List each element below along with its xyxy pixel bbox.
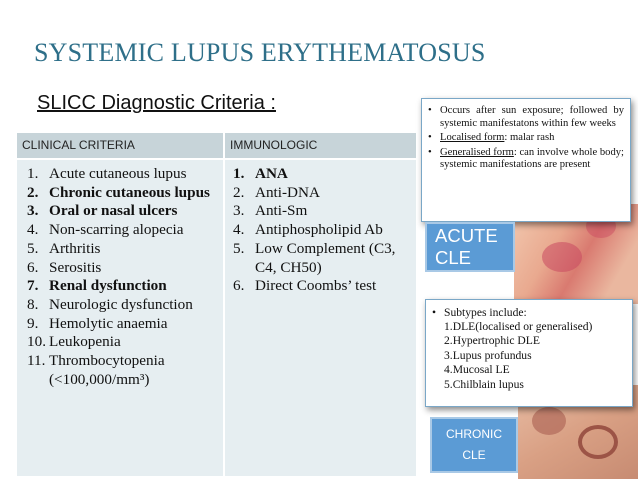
list-item: 4. Non-scarring alopecia xyxy=(27,221,184,239)
acute-cle-callout xyxy=(421,98,631,222)
list-item: 1.DLE(localised or generalised) xyxy=(444,320,593,333)
list-item: 4.Mucosal LE xyxy=(444,363,510,377)
bullet-icon: • xyxy=(428,105,432,116)
list-item: 2.Hypertrophic DLE xyxy=(444,334,540,348)
clinical-list xyxy=(27,165,217,389)
chronic-cle-callout: • Subtypes include: 1.DLE(localised or generalised) 2.Hypertrophic DLE 3.Lupus profundus 4.Mucosal LE 5.Chilblain lupus xyxy=(425,299,633,407)
list-item: 11. Thrombocytopenia (<100,000/mm³) xyxy=(27,352,165,388)
rash-patch xyxy=(542,242,582,272)
clinical-header: CLINICAL CRITERIA xyxy=(17,133,225,158)
lesion-ring xyxy=(578,425,618,459)
bullet-icon: • xyxy=(432,306,437,319)
chronic-cle-label: CHRONIC CLE xyxy=(430,417,518,473)
list-item: 5. Arthritis xyxy=(27,239,101,257)
list-item: 3. Oral or nasal ulcers xyxy=(27,202,178,220)
list-item: 6. Serositis xyxy=(27,258,102,276)
list-item: • Generalised form: can involve whole body; systemic manifestations are present xyxy=(428,146,624,170)
list-item: 5.Chilblain lupus xyxy=(444,377,524,391)
bullet-icon: • xyxy=(428,146,432,158)
list-item: 6. Direct Coombs’ test xyxy=(233,277,377,295)
list-item: 7. Renal dysfunction xyxy=(27,277,167,295)
clinical-column xyxy=(17,160,225,476)
lesion-patch xyxy=(532,407,566,435)
bullet-icon: • xyxy=(428,132,432,143)
slide-title: SYSTEMIC LUPUS ERYTHEMATOSUS xyxy=(34,38,486,67)
chronic-subtype-list xyxy=(432,320,626,392)
list-item: • Localised form: malar rash xyxy=(428,132,555,143)
list-item: 1. ANA xyxy=(233,165,288,182)
list-item: 5. Low Complement (C3, C4, CH50) xyxy=(233,239,396,276)
slide-subtitle: SLICC Diagnostic Criteria : xyxy=(37,92,276,114)
list-item: • Occurs after sun exposure; followed by systemic manifestatons within few weeks xyxy=(428,105,624,129)
acute-cle-label: ACUTE CLE xyxy=(425,222,515,272)
list-item: 2. Chronic cutaneous lupus xyxy=(27,183,210,201)
list-item: 10. Leukopenia xyxy=(27,333,121,351)
list-item: 8. Neurologic dysfunction xyxy=(27,295,193,313)
list-item: 9. Hemolytic anaemia xyxy=(27,314,168,332)
immunologic-header: IMMUNOLOGIC xyxy=(225,133,418,158)
immunologic-column xyxy=(225,160,418,476)
acute-cle-bullets xyxy=(428,105,624,172)
list-item: 2. Anti-DNA xyxy=(233,183,320,201)
list-item: 3.Lupus profundus xyxy=(444,348,532,362)
list-item: 4. Antiphospholipid Ab xyxy=(233,221,383,239)
list-item: 3. Anti-Sm xyxy=(233,202,308,220)
list-item: 1. Acute cutaneous lupus xyxy=(27,165,187,182)
immunologic-list xyxy=(233,165,410,296)
